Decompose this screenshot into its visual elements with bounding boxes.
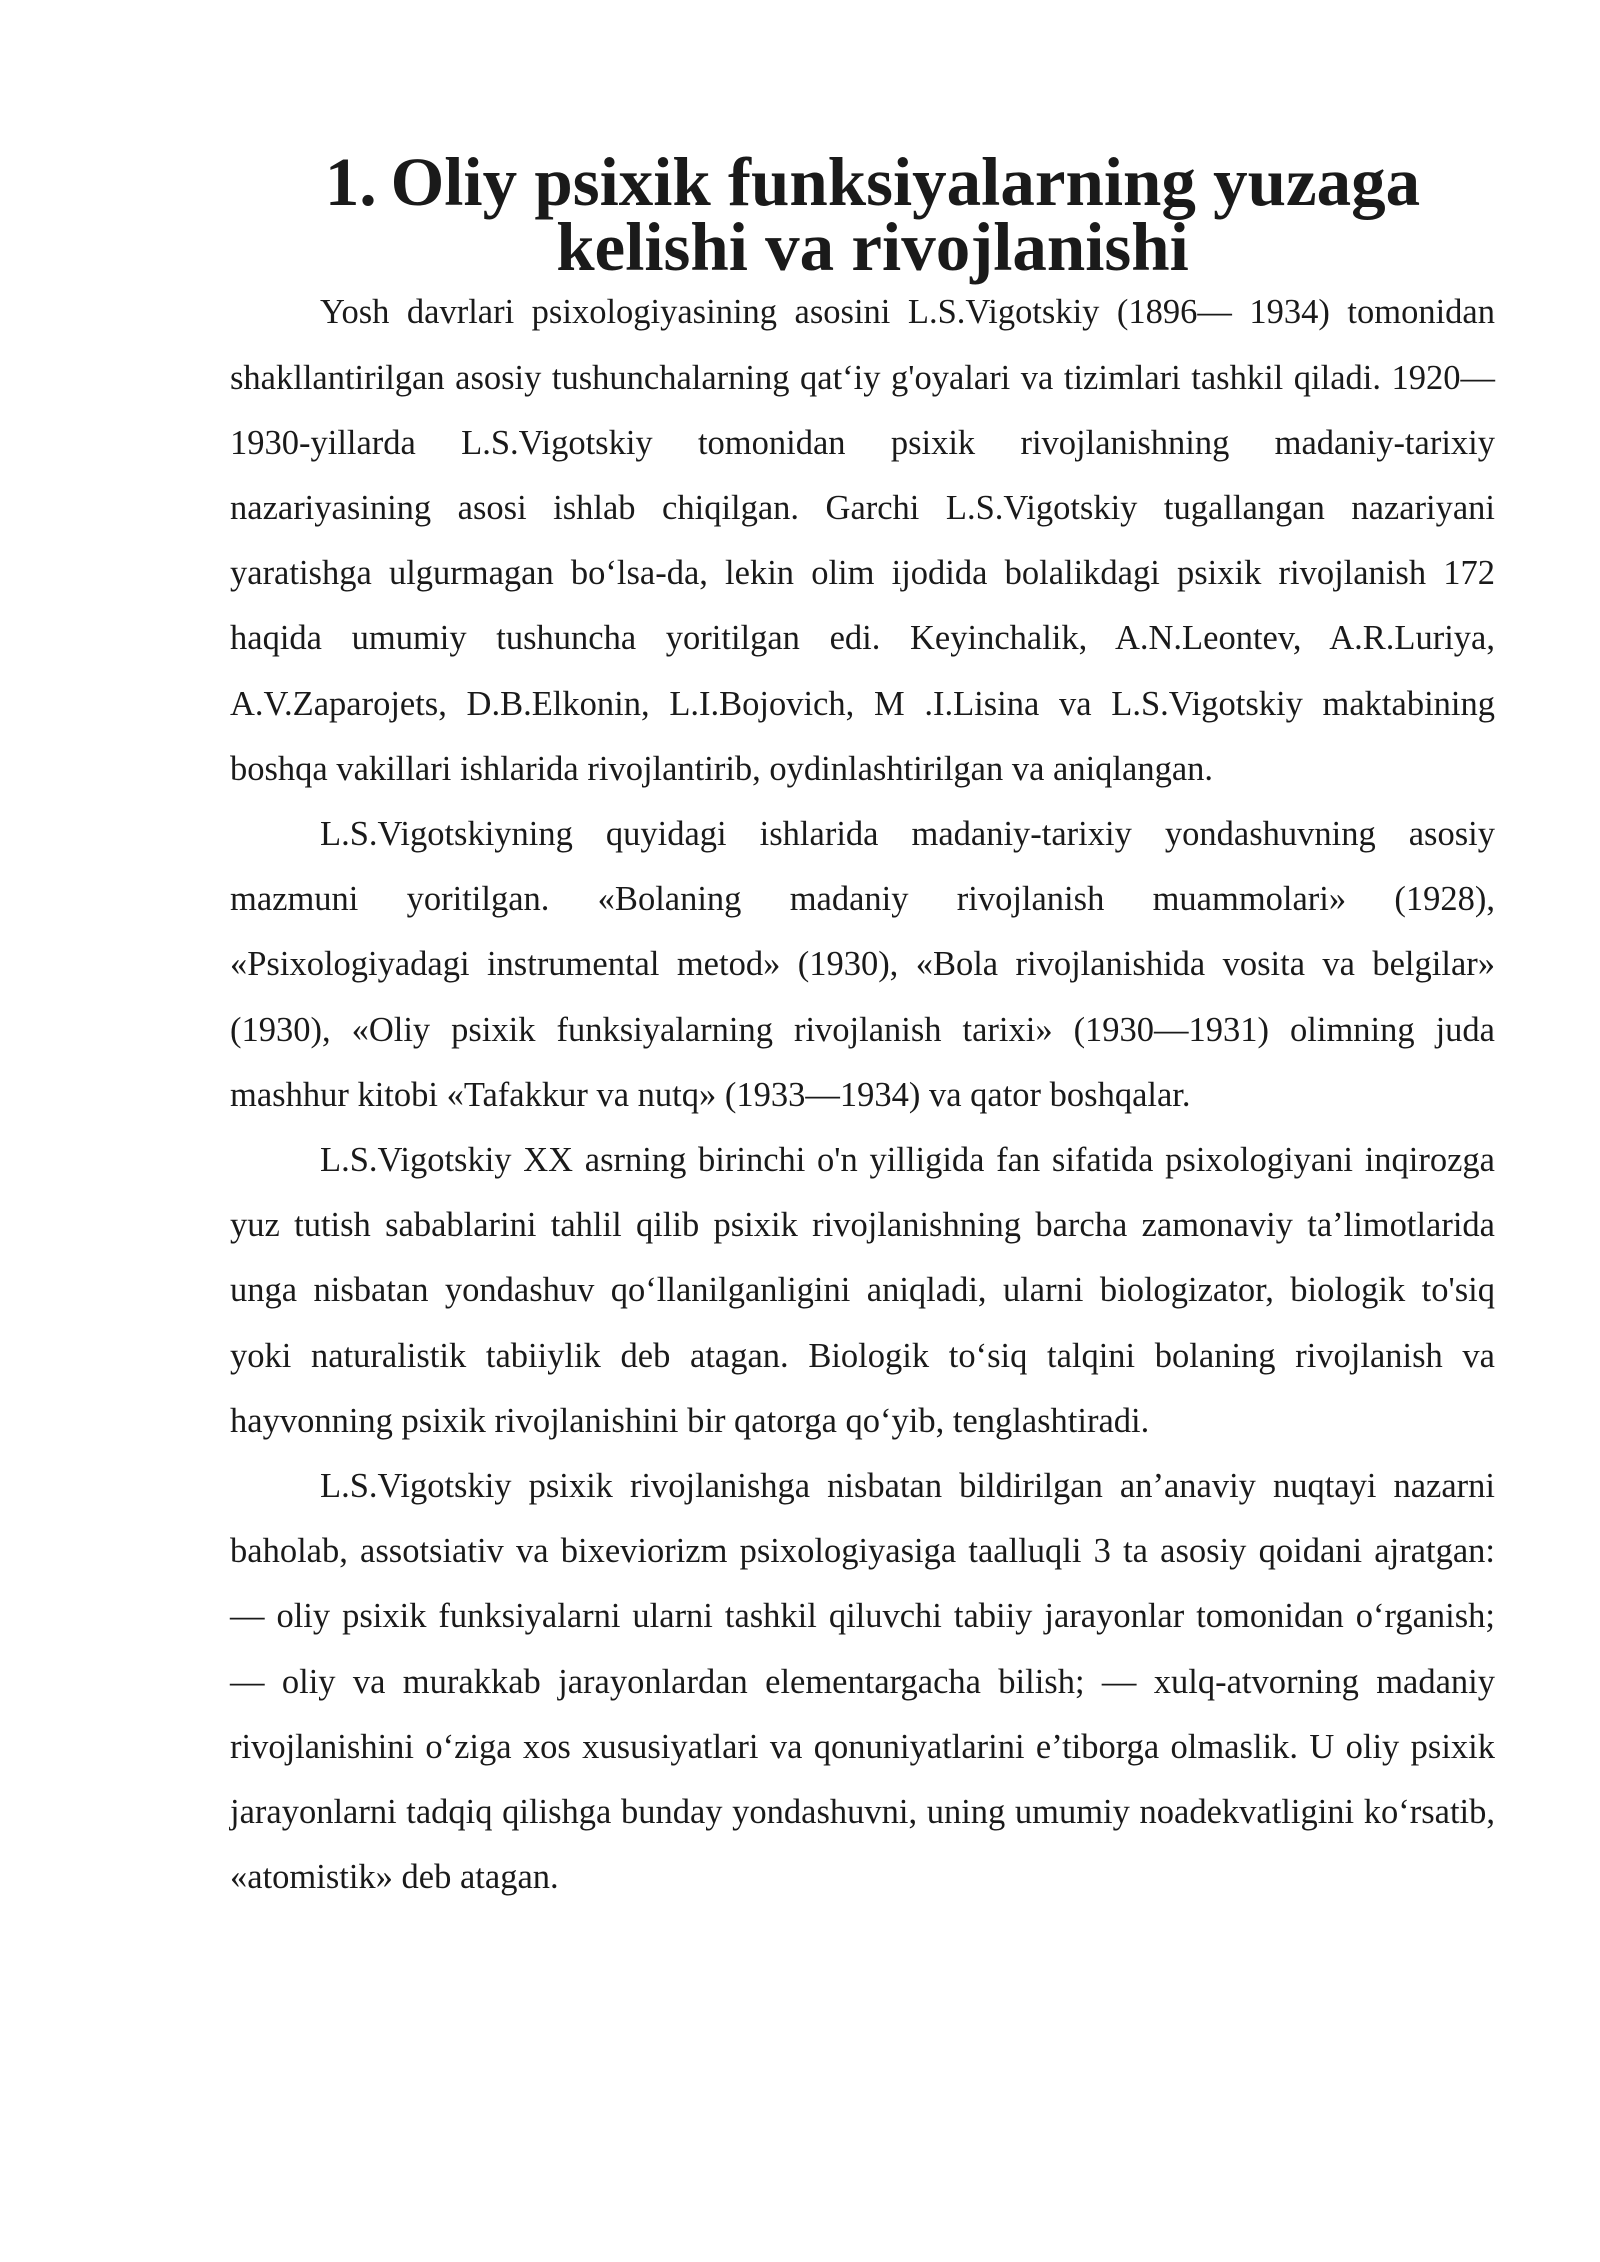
section-title: Oliy psixik funksiyalarning yuzaga kelishi va rivojlanishi: [390, 144, 1421, 286]
paragraph-1: Yosh davrlari psixologiyasining asosini L.S.Vigotskiy (1896— 1934) tomonidan shakllantirilgan asosiy tushunchalarning qat‘iy g'oyalari va tizimlari tashkil qiladi. 1920—1930-yillarda L.S.Vigotskiy tomonidan psixik rivojlanishning madaniy-tarixiy nazariyasining asosi ishlab chiqilgan. Garchi L.S.Vigotskiy tugallangan nazariyani yaratishga ulgurmagan bo‘lsa-da, lekin olim ijodida bolalikdagi psixik rivojlanish 172 haqida umumiy tushuncha yoritilgan edi. Keyinchalik, A.N.Leontev, A.R.Luriya, A.V.Zaparojets, D.B.Elkonin, L.I.Bojovich, M .I.Lisina va L.S.Vigotskiy maktabining boshqa vakillari ishlarida rivojlantirib, oydinlashtirilgan va aniqlangan.: [230, 293, 1495, 788]
paragraph-3: L.S.Vigotskiy XX asrning birinchi o'n yilligida fan sifatida psixologiyani inqirozga yuz tutish sabablarini tahlil qilib psixik rivojlanishning barcha zamonaviy ta’limotlarida unga nisbatan yondashuv qo‘llanilganligini aniqladi, ularni biologizator, biologik to'siq yoki naturalistik tabiiylik deb atagan. Biologik to‘siq talqini bolaning rivojlanish va hayvonning psixik rivojlanishini bir qatorga qo‘yib, tenglashtiradi.: [230, 1141, 1495, 1440]
paragraph-4: L.S.Vigotskiy psixik rivojlanishga nisbatan bildirilgan an’anaviy nuqtayi nazarni baholab, assotsiativ va bixeviorizm psixologiyasiga taalluqli 3 ta asosiy qoidani ajratgan: — oliy psixik funksiyalarni ularni tashkil qiluvchi tabiiy jarayonlar tomonidan o‘rganish; — oliy va murakkab jarayonlardan elementargacha bilish; — xulq-atvorning madaniy rivojlanishini o‘ziga xos xususiyatlari va qonuniyatlarini e’tiborga olmaslik. U oliy psixik jarayonlarni tadqiq qilishga bunday yondashuvni, uning umumiy noadekvatligini ko‘rsatib, «atomistik» deb atagan.: [230, 1467, 1495, 1897]
section-number: 1.: [324, 144, 377, 220]
paragraph-2: L.S.Vigotskiyning quyidagi ishlarida madaniy-tarixiy yondashuvning asosiy mazmuni yoritilgan. «Bolaning madaniy rivojlanish muammolari» (1928), «Psixologiyadagi instrumental metod» (1930), «Bola rivojlanishida vosita va belgilar» (1930), «Oliy psixik funksiyalarning rivojlanish tarixi» (1930—1931) olimning juda mashhur kitobi «Tafakkur va nutq» (1933—1934) va qator boshqalar.: [230, 815, 1495, 1114]
document-page: [230, 144, 1495, 1910]
section-heading: [230, 144, 1495, 286]
